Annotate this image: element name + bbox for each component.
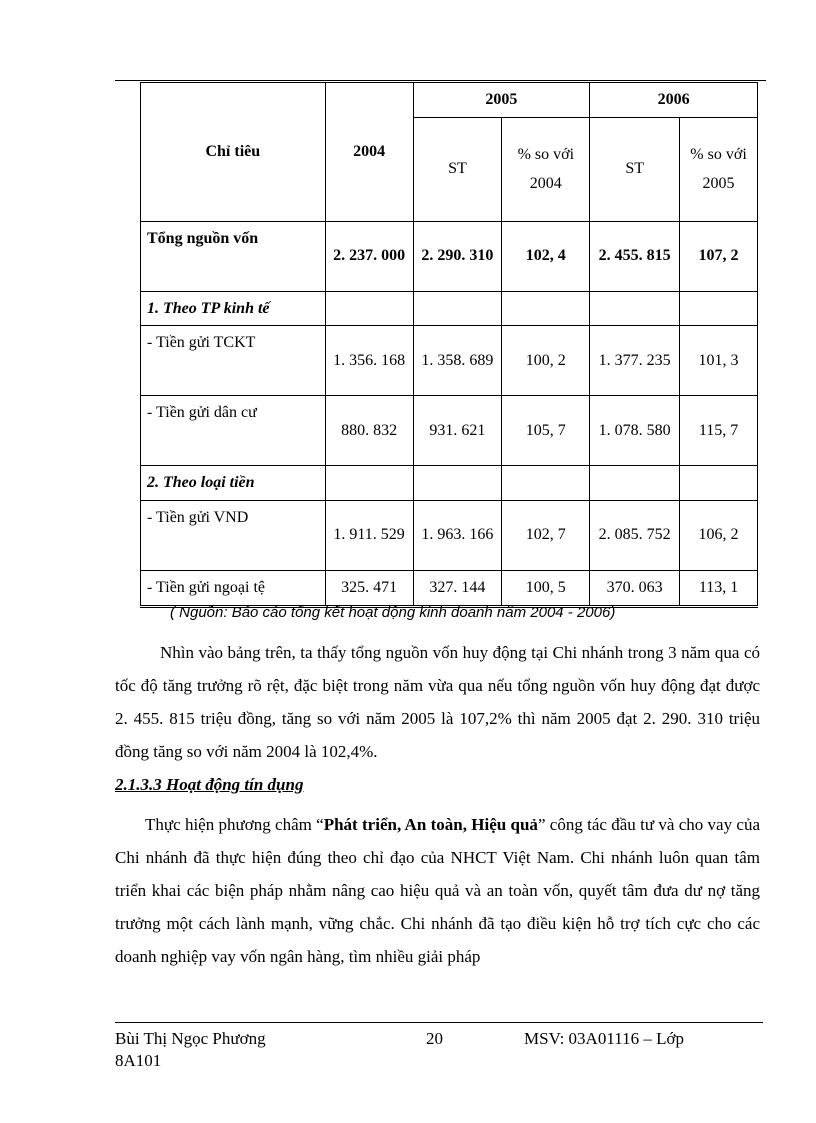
cell-pct-2005: 105, 7 [502,396,590,466]
cell-2005: 931. 621 [413,396,502,466]
cell-2004: 325. 471 [325,570,413,606]
cell-2006: 2. 455. 815 [590,221,680,291]
cell-2005: 2. 290. 310 [413,221,502,291]
header-2004: 2004 [325,83,413,222]
paragraph-credit-activity [115,808,760,973]
cell-2006: 370. 063 [590,570,680,606]
cell-2004: 1. 911. 529 [325,500,413,570]
cell-pct-2005: 100, 5 [502,570,590,606]
cell-2005: 327. 144 [413,570,502,606]
row-label: - Tiền gửi VND [141,500,326,570]
cell-2005: 1. 358. 689 [413,326,502,396]
motto-emphasis: Phát triển, An toàn, Hiệu quả [323,815,538,834]
table-row [141,466,758,501]
table-row [141,221,758,291]
header-pct-2004: % so với 2004 [502,117,590,221]
cell-2004: 2. 237. 000 [325,221,413,291]
table-source: ( Nguồn: Báo cáo tổng kết hoạt động kinh doanh năm 2004 - 2006) [170,604,616,621]
footer-student-id: MSV: 03A01116 – Lớp [524,1029,684,1048]
footer-rule [115,1022,763,1023]
header-pct-2005: % so với 2005 [680,117,758,221]
header-st-2006: ST [590,117,680,221]
paragraph-text-start: Thực hiện phương châm “ [145,815,324,834]
top-rule [115,80,766,81]
capital-table [140,82,758,608]
paragraph-text-end: ” công tác đầu tư và cho vay của Chi nhánh đã thực hiện đúng theo chỉ đạo của NHCT Việt Nam. Chi nhánh luôn quan tâm triển khai các biện pháp nhằm nâng cao hiệu quả và an toàn vốn, quyết tâm đưa dư nợ tăng trưởng một cách lành mạnh, vững chắc. Chi nhánh đã tạo điều kiện hỗ trợ tích cực cho các doanh nghiệp vay vốn ngân hàng, tìm nhiều giải pháp [115,815,760,966]
cell-pct-2005: 102, 7 [502,500,590,570]
table-row [141,291,758,326]
table-row [141,326,758,396]
row-label: - Tiền gửi ngoại tệ [141,570,326,606]
row-label: - Tiền gửi dân cư [141,396,326,466]
cell-2005: 1. 963. 166 [413,500,502,570]
cell-pct-2006: 115, 7 [680,396,758,466]
section-heading: 2.1.3.3 Hoạt động tín dụng [115,775,304,794]
cell-pct-2006: 101, 3 [680,326,758,396]
footer-author: Bùi Thị Ngọc Phương 8A101 [115,1029,266,1070]
table-row [141,396,758,466]
cell-pct-2005: 102, 4 [502,221,590,291]
section-label: 1. Theo TP kinh tế [141,291,326,326]
table-row [141,570,758,606]
cell-2004: 1. 356. 168 [325,326,413,396]
header-2006: 2006 [590,83,758,118]
cell-2004: 880. 832 [325,396,413,466]
row-label: Tổng nguồn vốn [141,221,326,291]
section-label: 2. Theo loại tiền [141,466,326,501]
cell-pct-2006: 113, 1 [680,570,758,606]
cell-pct-2006: 106, 2 [680,500,758,570]
header-label: Chỉ tiêu [141,83,326,222]
paragraph-capital-growth: Nhìn vào bảng trên, ta thấy tổng nguồn vốn huy động tại Chi nhánh trong 3 năm qua có tốc độ tăng trưởng rõ rệt, đặc biệt trong năm vừa qua nếu tổng nguồn vốn huy động đạt được 2. 455. 815 triệu đồng, tăng so với năm 2005 là 107,2% thì năm 2005 đạt 2. 290. 310 triệu đồng tăng so với năm 2004 là 102,4%. [115,643,760,761]
cell-pct-2006: 107, 2 [680,221,758,291]
header-2005: 2005 [413,83,590,118]
cell-2006: 2. 085. 752 [590,500,680,570]
cell-2006: 1. 078. 580 [590,396,680,466]
cell-pct-2005: 100, 2 [502,326,590,396]
page-number: 20 [426,1029,443,1048]
cell-2006: 1. 377. 235 [590,326,680,396]
table-row [141,500,758,570]
header-st-2005: ST [413,117,502,221]
row-label: - Tiền gửi TCKT [141,326,326,396]
